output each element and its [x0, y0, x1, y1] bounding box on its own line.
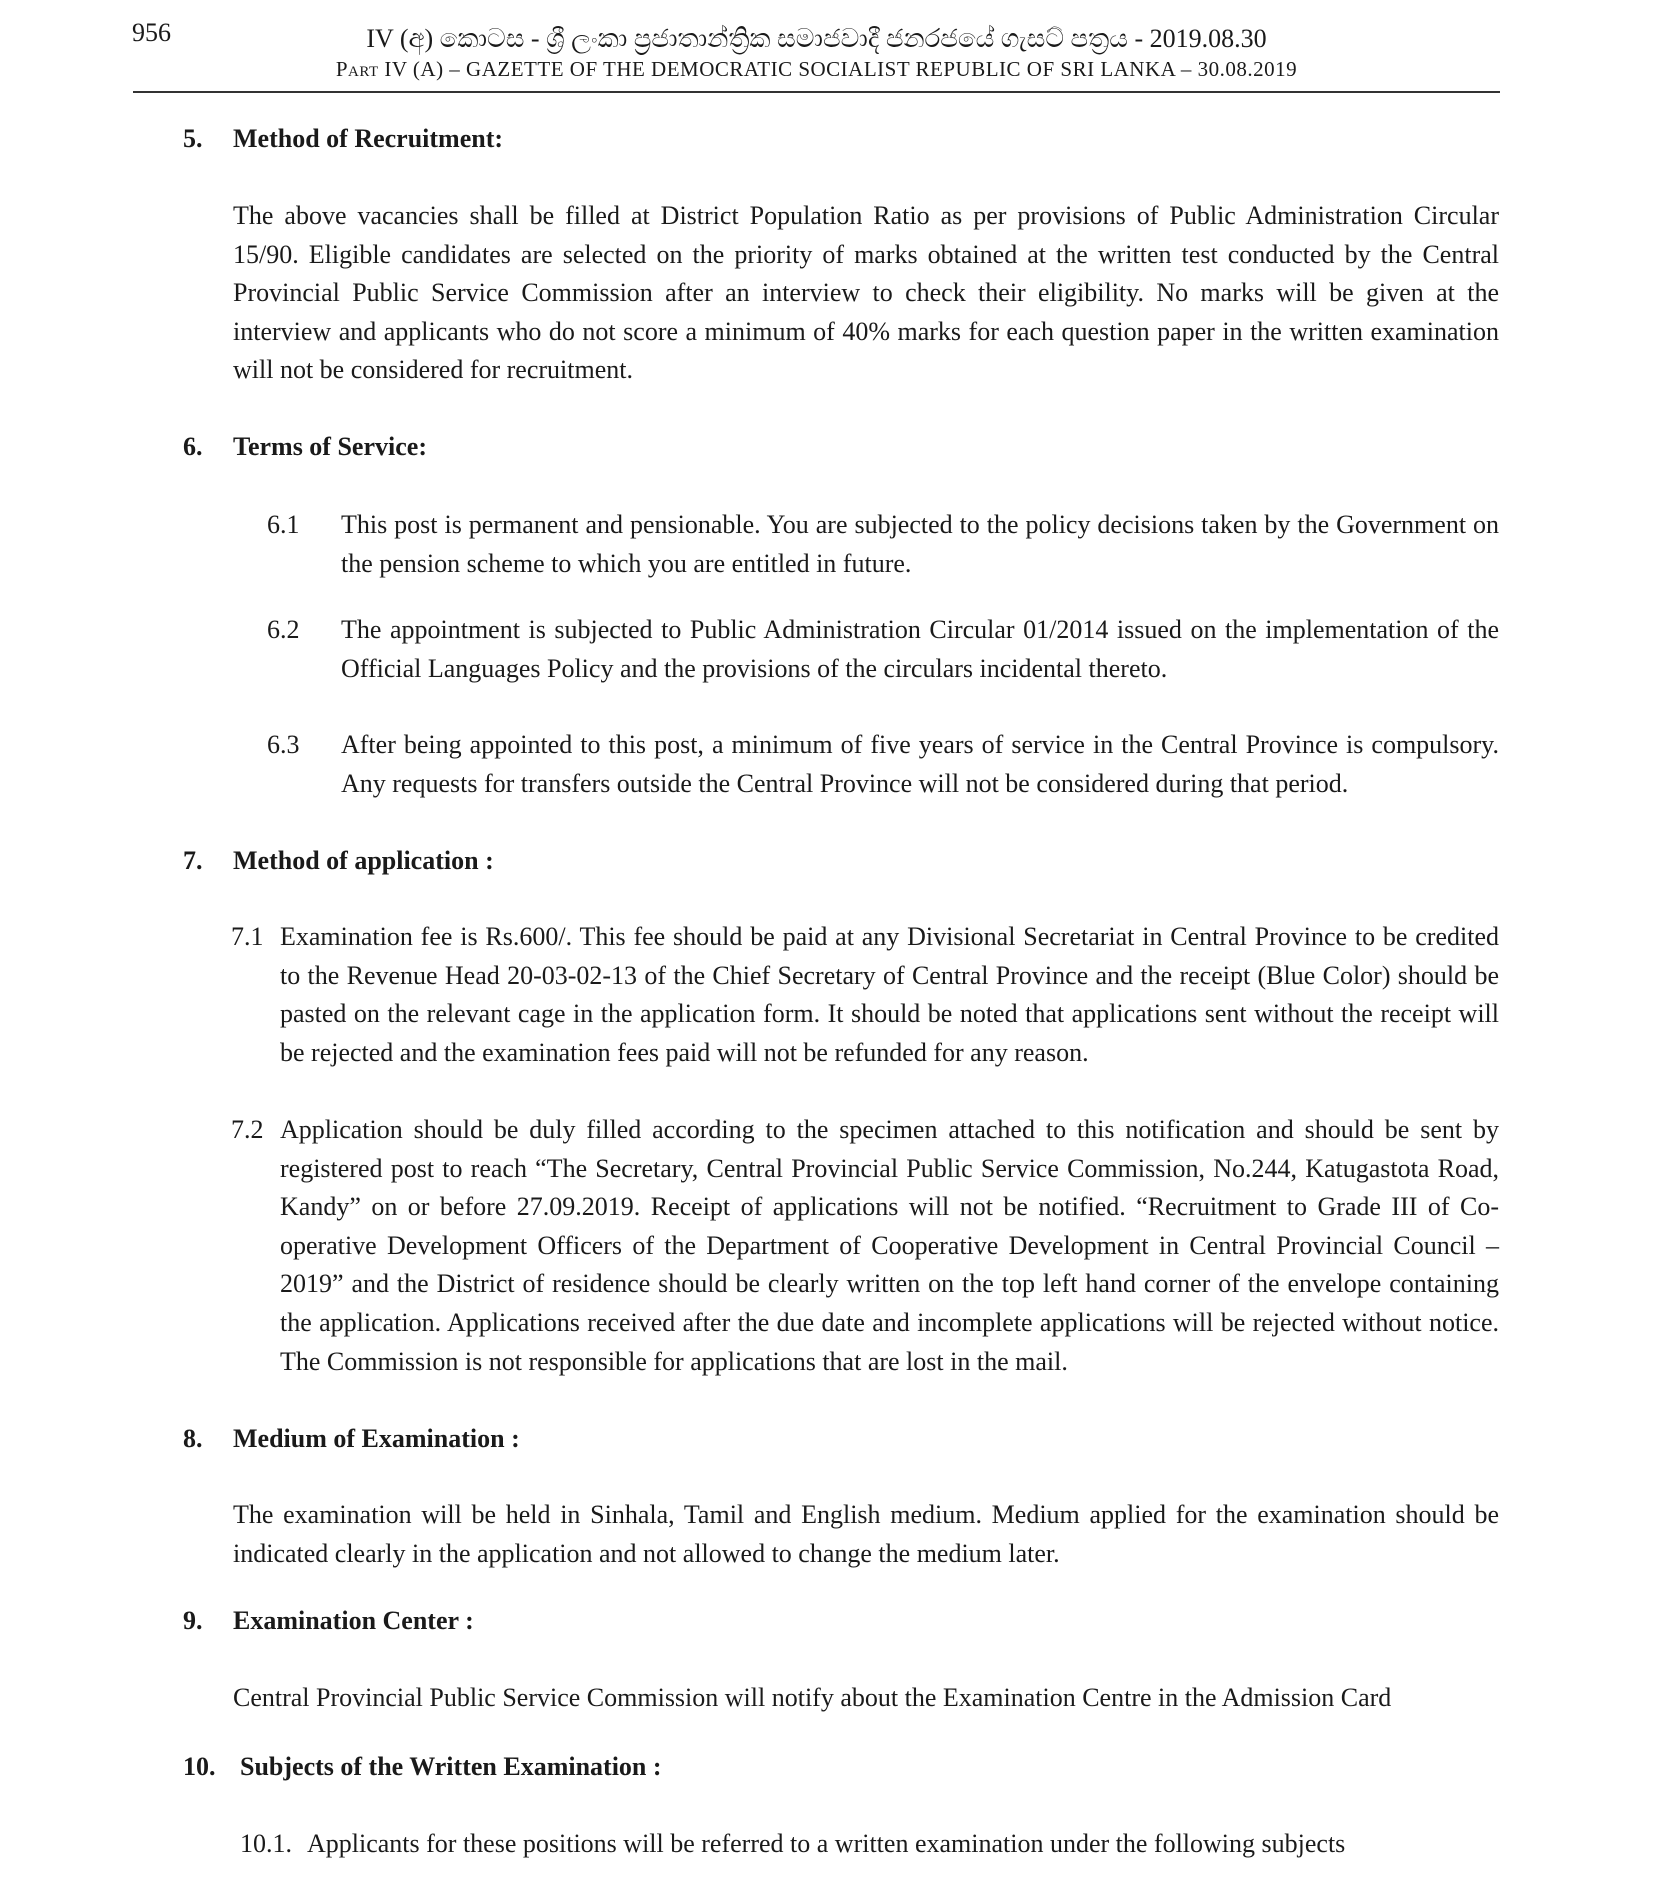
section-title: Medium of Examination :: [233, 1424, 520, 1453]
header-rule: [133, 91, 1500, 93]
section-paragraph: Central Provincial Public Service Commission will notify about the Examination Centre in the Admission Card: [233, 1683, 1392, 1712]
item-text: Examination fee is Rs.600/. This fee should be paid at any Divisional Secretariat in Central Province to be credited to the Revenue Head 20-03-02-13 of the Chief Secretary of Central Province and the receipt (Blue Color) should be pasted on the relevant cage in the application form. It should be noted that applications sent without the receipt will be rejected and the examination fees paid will not be refunded for any reason.: [280, 922, 1499, 1067]
item-text: This post is permanent and pensionable. You are subjected to the policy decisions taken by the Government on the pension scheme to which you are entitled in future.: [341, 510, 1499, 578]
item-text: After being appointed to this post, a minimum of five years of service in the Central Province is compulsory. Any requests for transfers outside the Central Province will not be considered during that period.: [341, 730, 1499, 798]
page-number: 956: [132, 18, 171, 47]
section-paragraph: The examination will be held in Sinhala, Tamil and English medium. Medium applied for the examination should be indicated clearly in the application and not allowed to change the medium later.: [233, 1500, 1499, 1568]
section-title: Method of Recruitment:: [233, 124, 504, 153]
section-number: 7.: [183, 846, 203, 875]
section-title: Examination Center :: [233, 1606, 474, 1635]
item-text: Applicants for these positions will be referred to a written examination under the following subjects: [307, 1829, 1346, 1858]
section-number: 9.: [183, 1606, 203, 1635]
section-number: 8.: [183, 1424, 203, 1453]
header-part-label: Part: [335, 57, 379, 81]
item-number: 6.2: [267, 615, 300, 644]
header-english-line: [133, 56, 1500, 82]
gazette-header: [133, 22, 1500, 82]
section-title: Terms of Service:: [233, 432, 427, 461]
item-text: Application should be duly filled according to the specimen attached to this notification and should be sent by registered post to reach “The Secretary, Central Provincial Public Service Commission, No.244, Katugastota Road, Kandy” on or before 27.09.2019. Receipt of applications will not be notified. “Recruitment to Grade III of Co-operative Development Officers of the Department of Cooperative Development in Central Provincial Council – 2019” and the District of residence should be clearly written on the top left hand corner of the envelope containing the application. Applications received after the due date and incomplete applications will be rejected without notice. The Commission is not responsible for applications that are lost in the mail.: [280, 1115, 1499, 1376]
section-number: 5.: [183, 124, 203, 153]
header-english-text: IV (A) – GAZETTE OF THE DEMOCRATIC SOCIALIST REPUBLIC OF SRI LANKA – 30.08.2019: [378, 57, 1298, 81]
header-sinhala-line: IV (අ) කොටස - ශ්‍රී ලංකා ප්‍රජාතාන්ත්‍රික සමාජවාදී ජනරජයේ ගැසට් පත්‍රය - 2019.08.30: [366, 24, 1267, 53]
item-text: The appointment is subjected to Public Administration Circular 01/2014 issued on the implementation of the Official Languages Policy and the provisions of the circulars incidental thereto.: [341, 615, 1499, 683]
section-title: Method of application :: [233, 846, 494, 875]
item-number: 7.2: [231, 1115, 264, 1144]
item-number: 7.1: [231, 922, 264, 951]
item-number: 10.1.: [240, 1829, 292, 1858]
item-number: 6.3: [267, 730, 300, 759]
section-paragraph: The above vacancies shall be filled at District Population Ratio as per provisions of Public Administration Circular 15/90. Eligible candidates are selected on the priority of marks obtained at the written test conducted by the Central Provincial Public Service Commission after an interview to check their eligibility. No marks will be given at the interview and applicants who do not score a minimum of 40% marks for each question paper in the written examination will not be considered for recruitment.: [233, 201, 1499, 385]
section-title: Subjects of the Written Examination :: [240, 1752, 662, 1781]
section-number: 6.: [183, 432, 203, 461]
section-number: 10.: [183, 1752, 216, 1781]
item-number: 6.1: [267, 510, 300, 539]
